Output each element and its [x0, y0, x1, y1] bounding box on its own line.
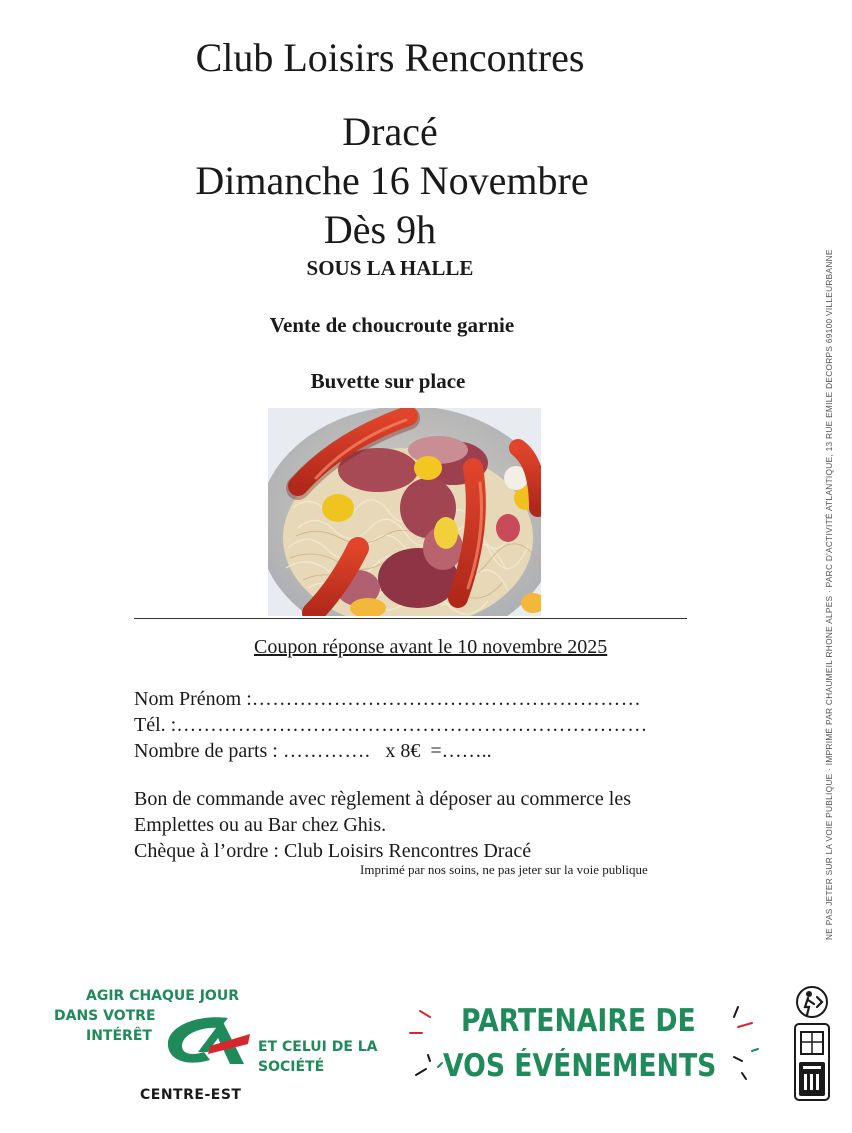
partner-banner-line1: PARTENAIRE DE: [461, 1003, 696, 1039]
bar-description: Buvette sur place: [310, 369, 466, 393]
parts-field-line: [134, 740, 492, 763]
printed-note: Imprimé par nos soins, ne pas jeter sur la voie publique: [360, 862, 648, 877]
club-title: Club Loisirs Rencontres: [195, 35, 585, 80]
order-instructions-line1: Bon de commande avec règlement à déposer au commerce les: [134, 788, 632, 810]
sponsor-slogan-line4: ET CELUI DE LA: [258, 1039, 378, 1055]
triman-icon: [795, 985, 829, 1019]
event-time: Dès 9h: [323, 207, 437, 252]
phone-label: Tél. :: [134, 714, 177, 736]
order-instructions-line2: Emplettes ou au Bar chez Ghis.: [134, 814, 387, 836]
credit-agricole-logo: [158, 1012, 254, 1072]
sponsor-slogan-line3: INTÉRÊT: [86, 1028, 152, 1044]
parts-blank: ………….: [282, 740, 371, 762]
section-divider: [134, 618, 687, 619]
name-blank: …………………………………………………: [251, 688, 642, 710]
event-date: Dimanche 16 Novembre: [195, 158, 589, 203]
sponsor-slogan-line2: DANS VOTRE: [54, 1008, 156, 1024]
phone-field-line: [134, 714, 648, 737]
cheque-payee: Chèque à l’ordre : Club Loisirs Rencontres Dracé: [134, 840, 532, 862]
sponsor-slogan-line1: AGIR CHAQUE JOUR: [86, 988, 239, 1004]
parts-total-blank: =……..: [430, 740, 492, 762]
choucroute-photo: [268, 408, 541, 616]
name-field-line: [134, 688, 641, 711]
parts-price: x 8€: [385, 740, 421, 762]
recycling-bin-icon: [793, 1022, 831, 1102]
partner-banner-line2: VOS ÉVÉNEMENTS: [443, 1048, 717, 1084]
event-town: Dracé: [342, 109, 438, 154]
printer-side-notice: NE PAS JETER SUR LA VOIE PUBLIQUE · IMPRIMÉ PAR CHAUMEIL RHONE ALPES · PARC D'ACTIVITÉ ATLANTIQUE, 13 RUE EMILE DECORPS 69100 VILLEURBANNE: [824, 249, 834, 940]
sale-description: Vente de choucroute garnie: [269, 313, 515, 337]
sponsor-slogan-line5: SOCIÉTÉ: [258, 1059, 325, 1075]
phone-blank: ……………………………………………………………: [176, 714, 648, 736]
parts-label: Nombre de parts :: [134, 740, 278, 762]
sponsor-region: CENTRE-EST: [140, 1087, 242, 1103]
event-venue: SOUS LA HALLE: [306, 256, 474, 280]
coupon-title: Coupon réponse avant le 10 novembre 2025: [254, 636, 608, 658]
name-label: Nom Prénom :: [134, 688, 252, 710]
